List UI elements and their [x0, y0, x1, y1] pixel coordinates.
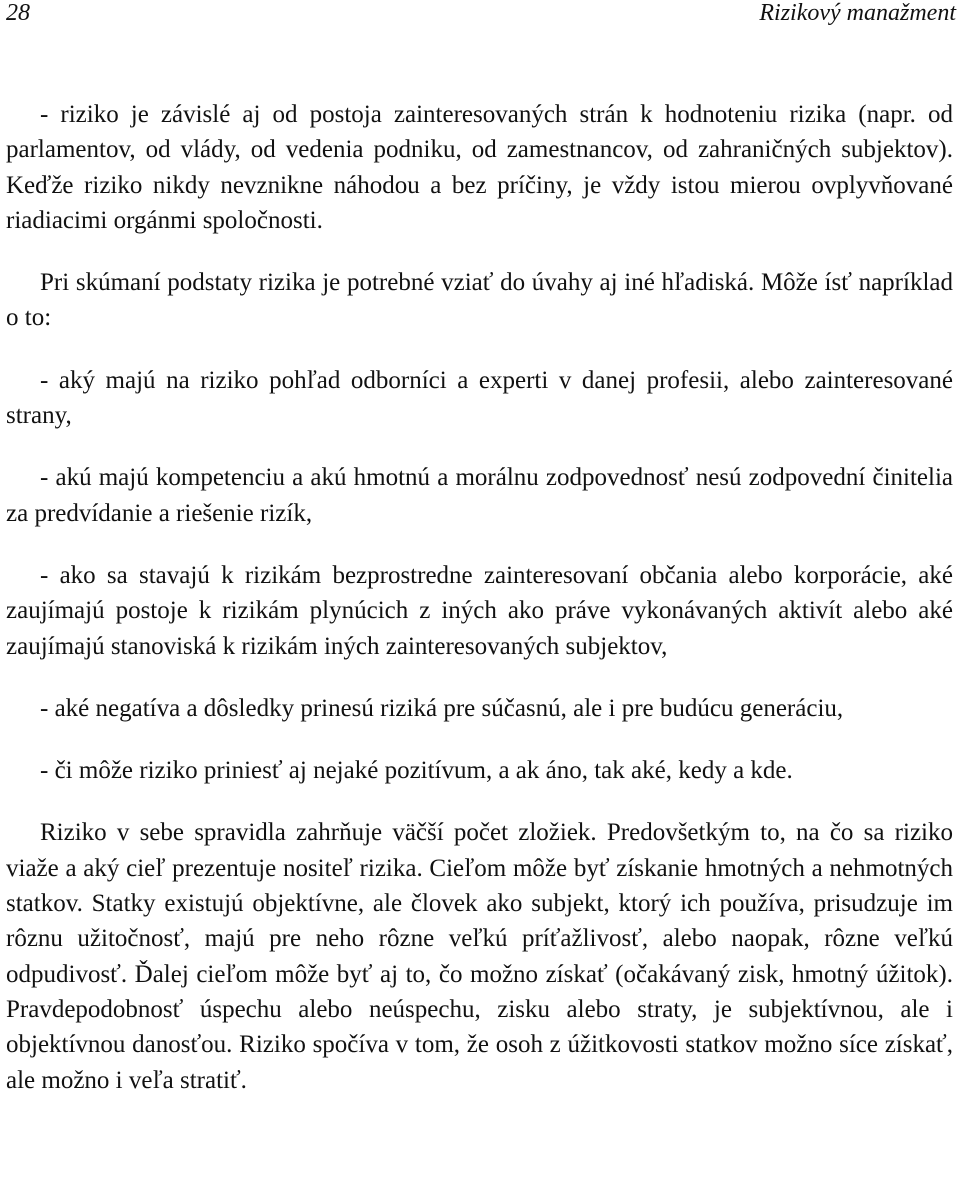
paragraph-other-aspects: Pri skúmaní podstaty rizika je potrebné vziať do úvahy aj iné hľadiská. Môže ísť napríklad o to:: [6, 269, 953, 332]
list-item-citizens-attitude: - ako sa stavajú k rizikám bezprostredne zainteresovaní občania alebo korporácie, aké zaujímajú postoje k rizikám plynúcich z iných ako práve vykonávaných aktivít alebo aké zaujímajú stanoviská k rizikám iných zainteresovaných subjektov,: [6, 561, 953, 660]
list-item-experts-view: - aký majú na riziko pohľad odborníci a experti v danej profesii, alebo zainteresované strany,: [6, 366, 953, 430]
running-title: Rizikový manažment: [759, 0, 956, 26]
paragraph-stakeholder-attitude: - riziko je závislé aj od postoja zainteresovaných strán k hodnoteniu rizika (napr. od parlamentov, od vlády, od vedenia podniku, od zamestnancov, od zahraničných subjektov). Keďže riziko nikdy nevznikne náhodou a bez príčiny, je vždy istou mierou ovplyvňované riadiacimi orgánmi spoločnosti.: [6, 101, 953, 234]
page-header: [6, 0, 956, 36]
list-item-positive-outcome: - či môže riziko priniesť aj nejaké pozitívum, a ak áno, tak aké, kedy a kde.: [40, 757, 793, 785]
paragraph-risk-components: Riziko v sebe spravidla zahrňuje väčší počet zložiek. Predovšetkým to, na čo sa riziko viaže a aký cieľ prezentuje nositeľ rizika. Cieľom môže byť získanie hmotných a nehmotných statkov. Statky existujú objektívne, ale človek ako subjekt, ktorý ich používa, prisudzuje im rôznu užitočnosť, majú pre neho rôzne veľkú príťažlivosť, alebo naopak, rôzne veľkú odpudivosť. Ďalej cieľom môže byť aj to, čo možno získať (očakávaný zisk, hmotný úžitok). Pravdepodobnosť úspechu alebo neúspechu, zisku alebo straty, je subjektívnou, ale i objektívnou danosťou. Riziko spočíva v tom, že osoh z úžitkovosti statkov možno síce získať, ale možno i veľa stratiť.: [6, 819, 953, 1094]
page-body: [6, 97, 953, 1098]
list-item-negative-consequences: - aké negatíva a dôsledky prinesú riziká pre súčasnú, ale i pre budúcu generáciu,: [40, 694, 844, 722]
list-item-competence: - akú majú kompetenciu a akú hmotnú a morálnu zodpovednosť nesú zodpovední činitelia za predvídanie a riešenie rizík,: [6, 464, 953, 527]
page-number: 28: [6, 0, 30, 26]
